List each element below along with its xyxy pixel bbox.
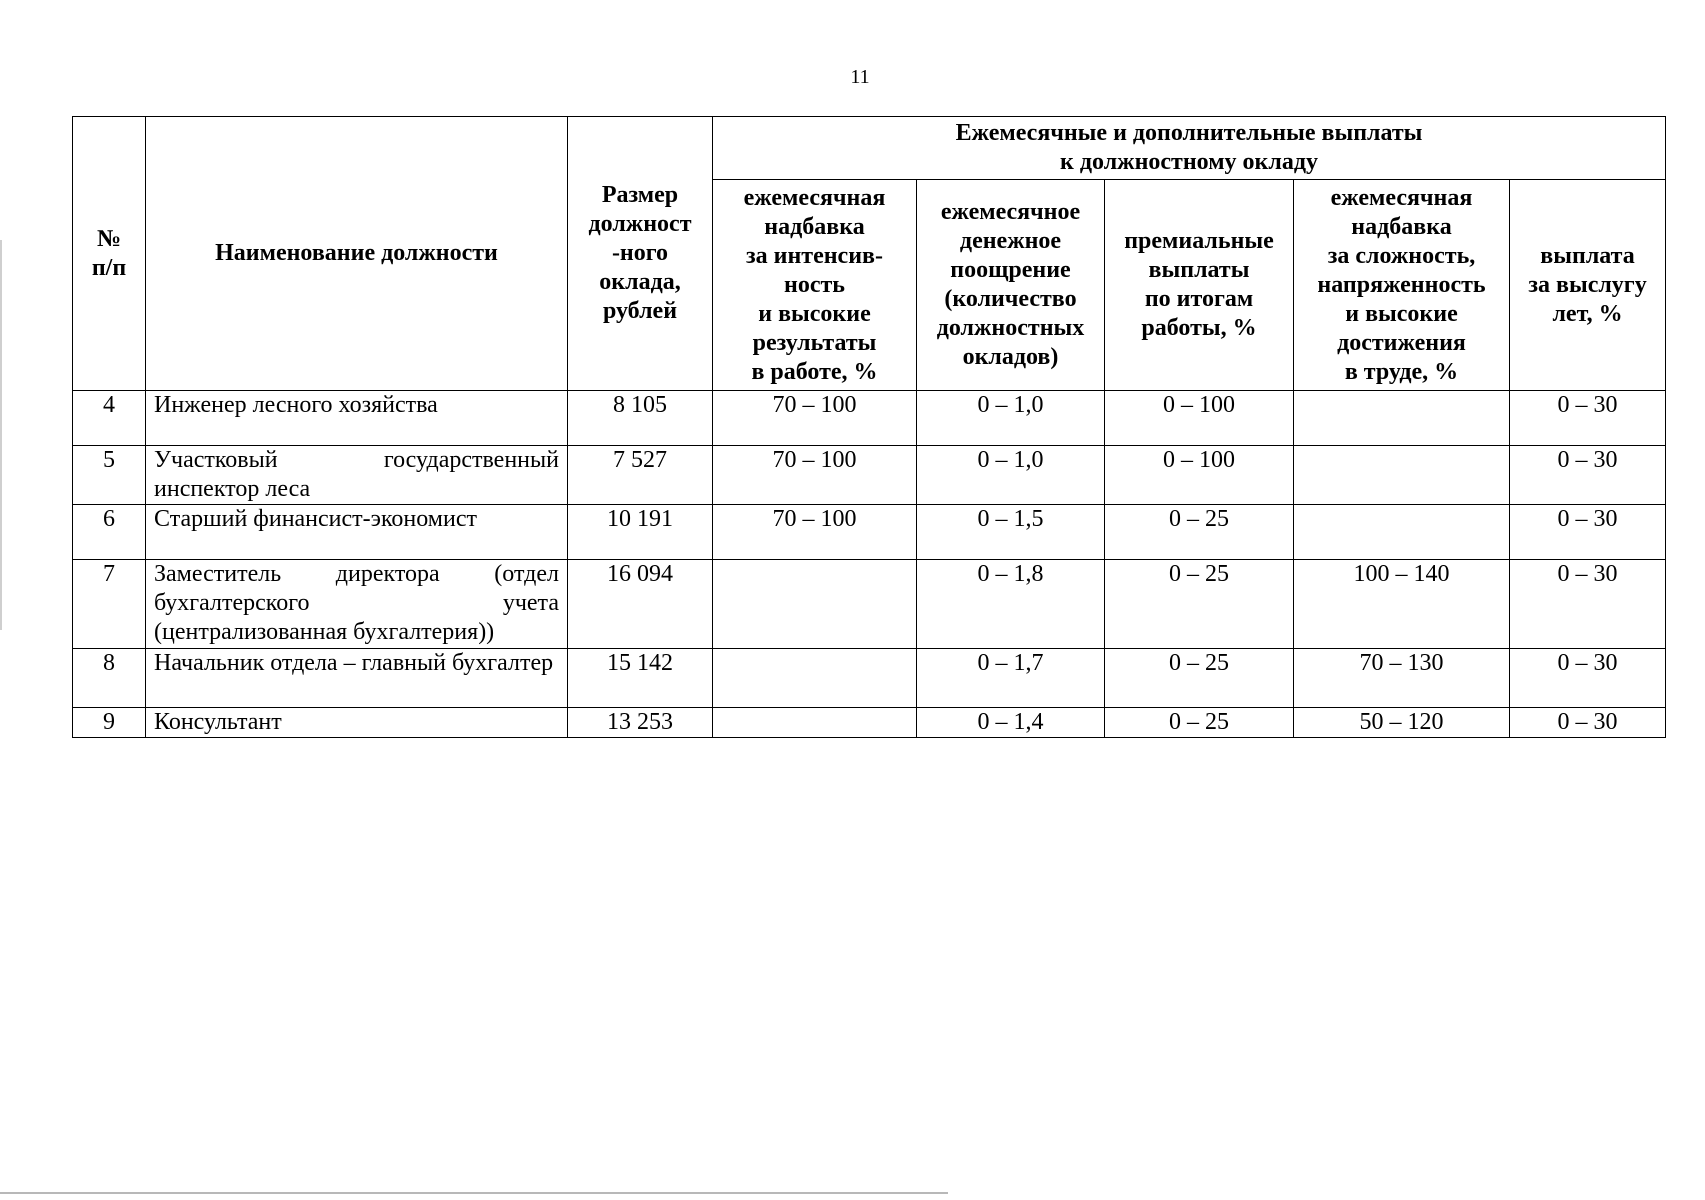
cell-salary: 7 527 — [568, 446, 713, 505]
cell-premium: 0 – 100 — [1105, 446, 1294, 505]
cell-intensity: 70 – 100 — [713, 505, 917, 560]
scan-edge-bottom — [0, 1192, 948, 1194]
cell-salary: 10 191 — [568, 505, 713, 560]
cell-number: 6 — [73, 505, 146, 560]
header-payments-group: Ежемесячные и дополнительные выплаты к должностному окладу — [713, 117, 1666, 180]
table-row — [73, 560, 1666, 649]
cell-number: 5 — [73, 446, 146, 505]
cell-bonus: 0 – 1,0 — [917, 391, 1105, 446]
cell-number: 9 — [73, 708, 146, 738]
header-position-name: Наименование должности — [146, 117, 568, 391]
header-salary: Размер должност -ного оклада, рублей — [568, 117, 713, 391]
cell-seniority: 0 – 30 — [1510, 391, 1666, 446]
cell-position-name: Консультант — [146, 708, 568, 738]
cell-intensity: 70 – 100 — [713, 391, 917, 446]
cell-intensity — [713, 708, 917, 738]
cell-seniority: 0 – 30 — [1510, 649, 1666, 708]
cell-salary: 15 142 — [568, 649, 713, 708]
cell-seniority: 0 – 30 — [1510, 560, 1666, 649]
header-number: № п/п — [73, 117, 146, 391]
salary-table — [72, 116, 1666, 738]
cell-premium: 0 – 25 — [1105, 505, 1294, 560]
header-monetary-bonus: ежемесячное денежное поощрение (количество должностных окладов) — [917, 180, 1105, 391]
table-row — [73, 505, 1666, 560]
header-premium: премиальные выплаты по итогам работы, % — [1105, 180, 1294, 391]
cell-salary: 8 105 — [568, 391, 713, 446]
table-row — [73, 391, 1666, 446]
table-row — [73, 649, 1666, 708]
cell-position-name: Участковый государственный инспектор леса — [146, 446, 568, 505]
cell-seniority: 0 – 30 — [1510, 708, 1666, 738]
cell-bonus: 0 – 1,7 — [917, 649, 1105, 708]
cell-premium: 0 – 100 — [1105, 391, 1294, 446]
table-header — [73, 117, 1666, 391]
scan-edge-left — [0, 240, 2, 630]
cell-seniority: 0 – 30 — [1510, 505, 1666, 560]
cell-number: 8 — [73, 649, 146, 708]
page-number: 11 — [850, 66, 870, 88]
cell-premium: 0 – 25 — [1105, 560, 1294, 649]
table-row — [73, 708, 1666, 738]
cell-intensity — [713, 560, 917, 649]
cell-number: 7 — [73, 560, 146, 649]
table-row — [73, 446, 1666, 505]
table-body — [73, 391, 1666, 738]
header-seniority: выплата за выслугу лет, % — [1510, 180, 1666, 391]
cell-bonus: 0 – 1,5 — [917, 505, 1105, 560]
cell-position-name: Инженер лесного хозяйства — [146, 391, 568, 446]
cell-premium: 0 – 25 — [1105, 649, 1294, 708]
cell-complexity — [1294, 505, 1510, 560]
cell-bonus: 0 – 1,8 — [917, 560, 1105, 649]
cell-intensity: 70 – 100 — [713, 446, 917, 505]
cell-number: 4 — [73, 391, 146, 446]
header-intensity-allowance: ежемесячная надбавка за интенсив- ность и высокие результаты в работе, % — [713, 180, 917, 391]
cell-salary: 16 094 — [568, 560, 713, 649]
header-row-top — [73, 117, 1666, 180]
cell-complexity — [1294, 446, 1510, 505]
cell-salary: 13 253 — [568, 708, 713, 738]
cell-position-name: Заместитель директора (отдел бухгалтерского учета (централизованная бухгалтерия)) — [146, 560, 568, 649]
cell-position-name: Старший финансист-экономист — [146, 505, 568, 560]
cell-complexity: 50 – 120 — [1294, 708, 1510, 738]
cell-complexity: 100 – 140 — [1294, 560, 1510, 649]
header-complexity-allowance: ежемесячная надбавка за сложность, напряженность и высокие достижения в труде, % — [1294, 180, 1510, 391]
cell-complexity: 70 – 130 — [1294, 649, 1510, 708]
cell-bonus: 0 – 1,4 — [917, 708, 1105, 738]
cell-seniority: 0 – 30 — [1510, 446, 1666, 505]
cell-premium: 0 – 25 — [1105, 708, 1294, 738]
cell-complexity — [1294, 391, 1510, 446]
cell-position-name: Начальник отдела – главный бухгалтер — [146, 649, 568, 708]
cell-intensity — [713, 649, 917, 708]
cell-bonus: 0 – 1,0 — [917, 446, 1105, 505]
